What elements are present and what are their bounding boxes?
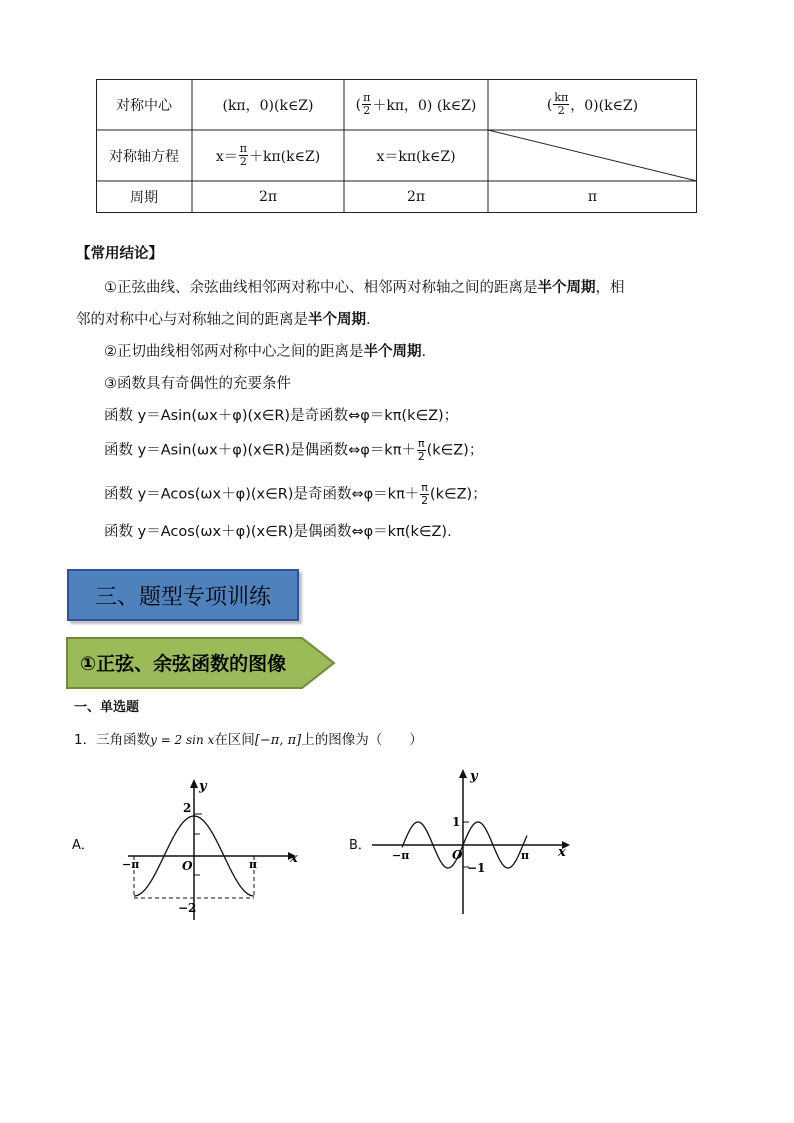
svg-text:−π: −π [392, 849, 410, 862]
row-label-period: 周期 [130, 190, 158, 206]
svg-text:1: 1 [452, 815, 461, 829]
section-title-banner: 三、题型专项训练 [67, 569, 299, 621]
conclusions-heading: 【常用结论】 [76, 246, 163, 262]
fraction: $\frac{k\pi}{2}$ [554, 91, 569, 117]
conclusion-1-line-2: 邻的对称中心与对称轴之间的距离是半个周期. [76, 312, 371, 328]
topic-title: ①正弦、余弦函数的图像 [80, 653, 287, 675]
cell-tan-center: ( $\frac{k\pi}{2}$ ，0)(k∈Z) [546, 91, 639, 117]
table-diagonal [488, 130, 697, 181]
parity-formula-4: 函数 y＝Acos(ωx＋φ)(x∈R)是偶函数⇔φ＝kπ(k∈Z). [104, 524, 452, 540]
conclusion-3: ③函数具有奇偶性的充要条件 [104, 376, 291, 392]
svg-text:O: O [182, 859, 193, 873]
svg-text:π: π [249, 858, 258, 871]
parity-formula-1: 函数 y＝Asin(ωx＋φ)(x∈R)是奇函数⇔φ＝kπ(k∈Z)； [104, 408, 459, 424]
symmetry-table [96, 79, 697, 213]
topic-title-banner [66, 637, 336, 689]
option-b-label[interactable]: B． [349, 838, 371, 853]
option-b-graph[interactable] [372, 766, 572, 918]
question-1: 1．三角函数y = 2 sin x在区间[−π, π]上的图像为（ ） [74, 732, 423, 748]
svg-text:x: x [558, 845, 566, 860]
svg-text:y: y [470, 769, 478, 784]
conclusion-2: ②正切曲线相邻两对称中心之间的距离是半个周期. [104, 344, 427, 360]
parity-formula-2: 函数 y＝Asin(ωx＋φ)(x∈R)是偶函数⇔φ＝kπ＋ $\frac{\pi}{2}$ (k∈Z)； [104, 437, 484, 463]
svg-text:O: O [452, 848, 463, 862]
svg-text:y: y [199, 779, 207, 794]
fraction: $\frac{\pi}{2}$ [417, 437, 425, 463]
svg-text:−2: −2 [178, 901, 197, 915]
cell-cos-center: ( $\frac{\pi}{2}$ ＋kπ，0) (k∈Z) [355, 91, 477, 117]
row-label-axis: 对称轴方程 [109, 148, 179, 165]
svg-text:−π: −π [122, 858, 140, 871]
option-a-label[interactable]: A． [72, 838, 94, 853]
conclusion-1-line-1: ①正弦曲线、余弦曲线相邻两对称中心、相邻两对称轴之间的距离是半个周期，相 [104, 280, 625, 296]
row-label-center: 对称中心 [116, 97, 172, 114]
cell-sin-axis: x＝ $\frac{\pi}{2}$ ＋kπ(k∈Z) [215, 142, 321, 168]
fraction: $\frac{\pi}{2}$ [421, 481, 429, 507]
cell-tan-period: π [587, 189, 598, 205]
question-type: 一、单选题 [74, 700, 140, 715]
svg-text:x: x [290, 851, 298, 866]
svg-text:−1: −1 [467, 861, 486, 875]
cell-cos-period: 2π [406, 189, 426, 205]
parity-formula-3: 函数 y＝Acos(ωx＋φ)(x∈R)是奇函数⇔φ＝kπ＋ $\frac{\pi}{2}$ (k∈Z)； [104, 481, 487, 507]
cell-cos-axis: x＝kπ(k∈Z) [376, 148, 456, 165]
fraction: $\frac{\pi}{2}$ [363, 91, 371, 117]
svg-text:π: π [521, 849, 530, 862]
cell-sin-center: (kπ，0)(k∈Z) [222, 97, 314, 114]
svg-text:2: 2 [183, 801, 192, 815]
cell-sin-period: 2π [258, 189, 278, 205]
fraction: $\frac{\pi}{2}$ [239, 142, 247, 168]
option-a-graph[interactable] [120, 774, 310, 924]
